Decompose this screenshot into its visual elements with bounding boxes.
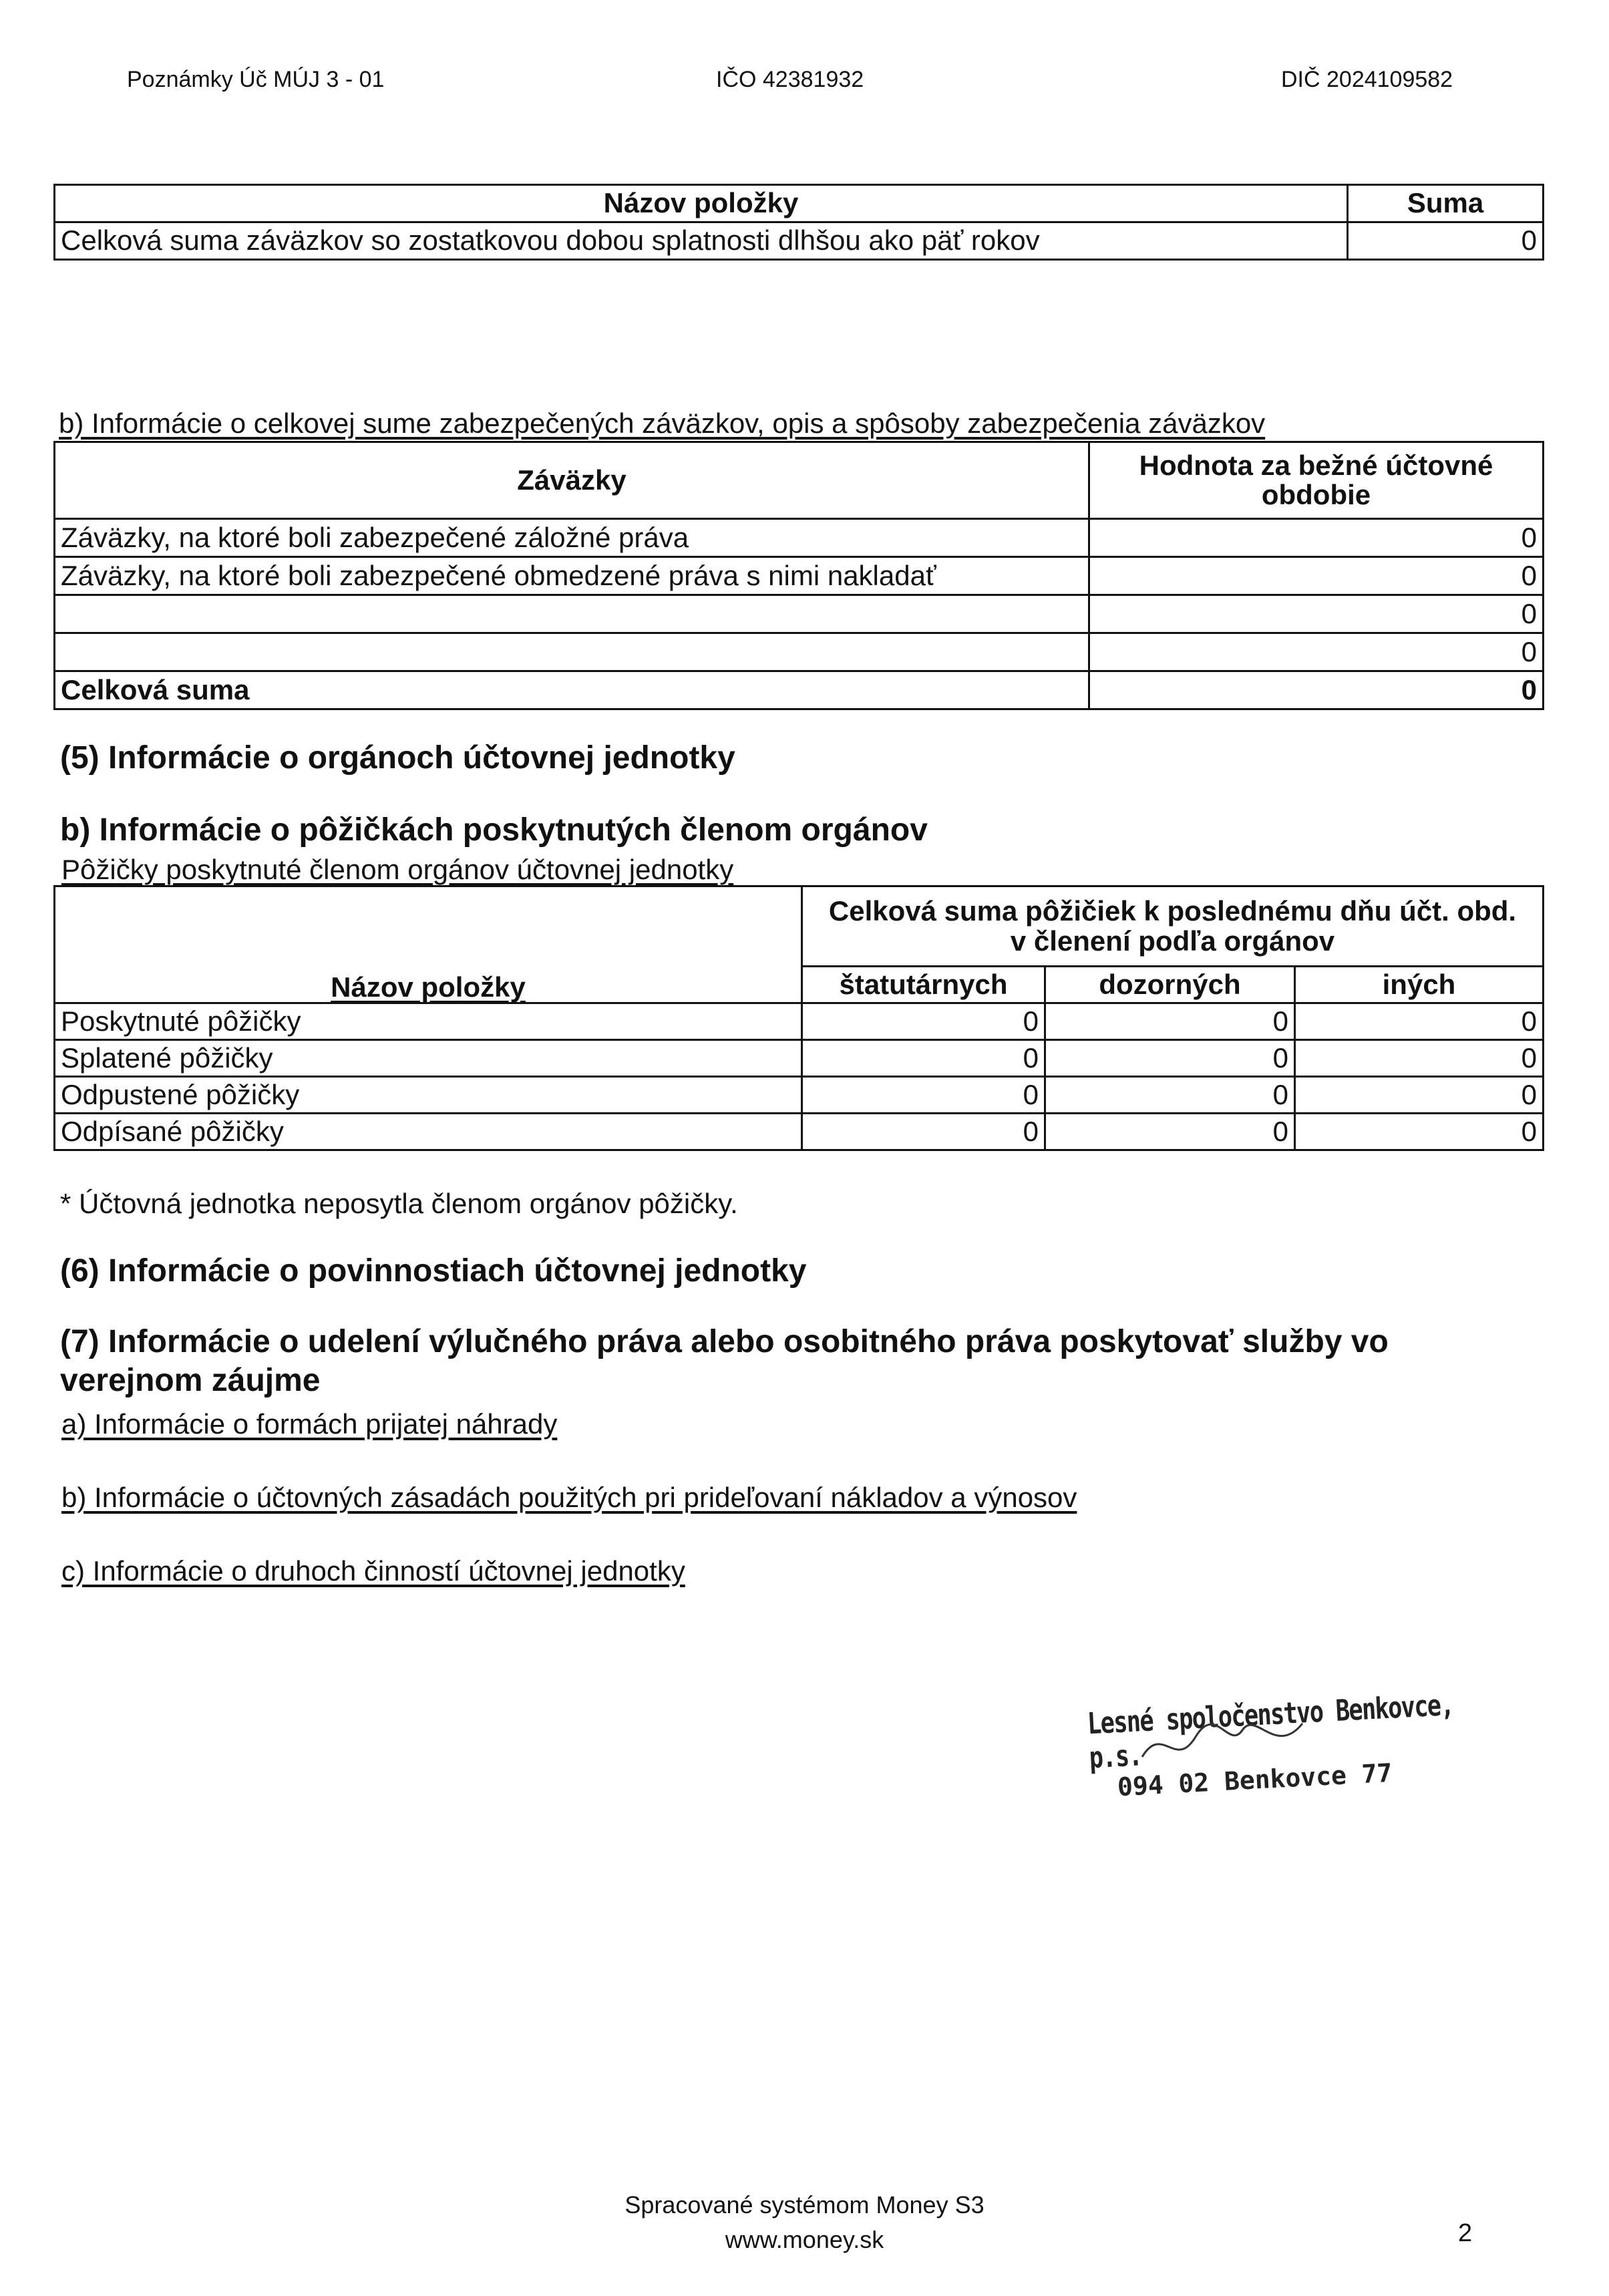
footer-line-2: www.money.sk — [725, 2226, 884, 2254]
row-value: 0 — [1089, 519, 1544, 557]
loans-table-caption: Pôžičky poskytnuté členom orgánov účtovnej jednotky — [61, 854, 734, 885]
table-loans — [53, 885, 1544, 1151]
col-header-supervisory: dozorných — [1045, 967, 1295, 1003]
row-value: 0 — [1089, 557, 1544, 595]
col-header-name-cell — [55, 886, 802, 1003]
row-label — [55, 633, 1089, 671]
col-header-zavazky: Záväzky — [55, 442, 1089, 519]
row-label: Záväzky, na ktoré boli zabezpečené obmedzené práva s nimi nakladať — [55, 557, 1089, 595]
table-long-term-liabilities — [53, 184, 1544, 261]
col-header-other: iných — [1295, 967, 1544, 1003]
col-header-name: Názov položky — [55, 185, 1348, 222]
cell-value: 0 — [802, 1077, 1045, 1114]
row-value: 0 — [1348, 222, 1544, 260]
row-label: Odpísané pôžičky — [55, 1114, 802, 1150]
col-header-sum: Suma — [1348, 185, 1544, 222]
section-7b: b) Informácie o účtovných zásadách použitých pri prideľovaní nákladov a výnosov — [61, 1482, 1077, 1513]
table-secured-liabilities — [53, 441, 1544, 710]
loans-note: * Účtovná jednotka neposytla členom orgánov pôžičky. — [60, 1188, 738, 1219]
cell-value: 0 — [802, 1040, 1045, 1077]
row-label: Splatené pôžičky — [55, 1040, 802, 1077]
cell-value: 0 — [1045, 1114, 1295, 1150]
footer-line-1: Spracované systémom Money S3 — [624, 2191, 985, 2219]
col-header-name: Názov položky — [331, 971, 526, 1003]
cell-value: 0 — [802, 1114, 1045, 1150]
section-7-title: (7) Informácie o udelení výlučného práva alebo osobitného práva poskytovať služby vo verejnom záujme — [60, 1324, 1389, 1398]
stamp-line-2: 094 02 Benkovce 77 — [1116, 1758, 1393, 1802]
row-label — [55, 595, 1089, 633]
section-6-title: (6) Informácie o povinnostiach účtovnej jednotky — [60, 1253, 807, 1289]
row-label: Odpustené pôžičky — [55, 1077, 802, 1114]
row-value: 0 — [1089, 633, 1544, 671]
cell-value: 0 — [1045, 1040, 1295, 1077]
col-header-hodnota: Hodnota za bežné účtovné obdobie — [1089, 442, 1544, 519]
section-5-title: (5) Informácie o orgánoch účtovnej jednotky — [60, 740, 735, 776]
signature — [1135, 1710, 1309, 1770]
cell-value: 0 — [1045, 1077, 1295, 1114]
cell-value: 0 — [1295, 1040, 1544, 1077]
col-header-statutory: štatutárnych — [802, 967, 1045, 1003]
header-ico: IČO 42381932 — [716, 67, 864, 92]
row-value: 0 — [1089, 595, 1544, 633]
group-header: Celková suma pôžičiek k poslednému dňu účt. obd. v členení podľa orgánov — [802, 886, 1544, 967]
header-dic: DIČ 2024109582 — [1281, 67, 1453, 92]
cell-value: 0 — [1295, 1114, 1544, 1150]
header-left: Poznámky Úč MÚJ 3 - 01 — [127, 67, 385, 92]
cell-value: 0 — [802, 1003, 1045, 1040]
section-5b-title: b) Informácie o pôžičkách poskytnutých členom orgánov — [60, 812, 928, 848]
cell-value: 0 — [1295, 1077, 1544, 1114]
total-value: 0 — [1089, 671, 1544, 709]
section-7a: a) Informácie o formách prijatej náhrady — [61, 1408, 558, 1440]
row-label: Celková suma záväzkov so zostatkovou dobou splatnosti dlhšou ako päť rokov — [55, 222, 1348, 260]
page-number: 2 — [1458, 2219, 1473, 2247]
stamp-line-1: Lesné spoločenstvo Benkovce, p.s. — [1086, 1687, 1455, 1776]
row-label: Záväzky, na ktoré boli zabezpečené záložné práva — [55, 519, 1089, 557]
total-label: Celková suma — [55, 671, 1089, 709]
footer — [0, 2188, 1609, 2257]
row-label: Poskytnuté pôžičky — [55, 1003, 802, 1040]
cell-value: 0 — [1295, 1003, 1544, 1040]
section-title-secured: b) Informácie o celkovej sume zabezpečených záväzkov, opis a spôsoby zabezpečenia záväzkov — [59, 407, 1266, 439]
section-7c: c) Informácie o druhoch činností účtovnej jednotky — [61, 1555, 685, 1587]
cell-value: 0 — [1045, 1003, 1295, 1040]
